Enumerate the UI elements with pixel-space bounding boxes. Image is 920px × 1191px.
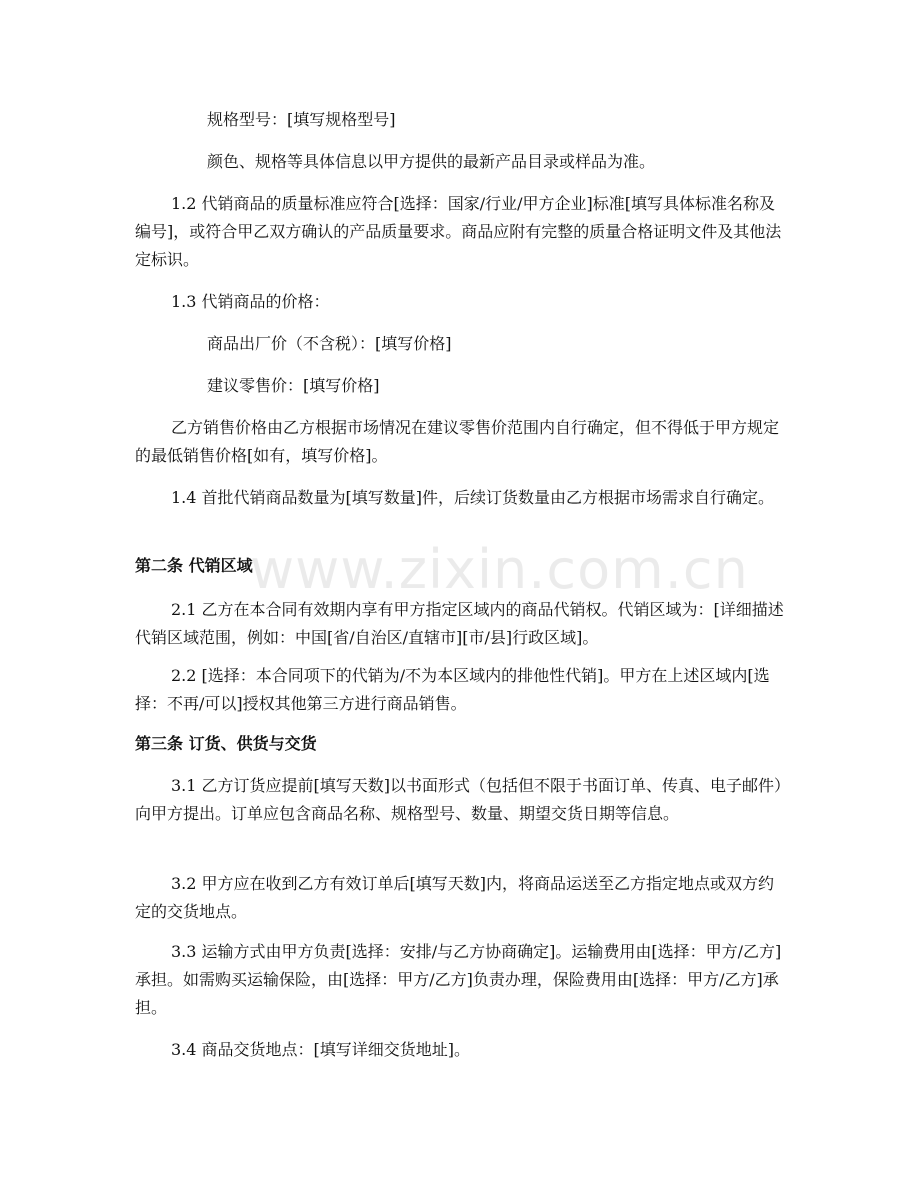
clause-2-1: 2.1 乙方在本合同有效期内享有甲方指定区域内的商品代销权。代销区域为：[详细描述代销区域范围，例如：中国[省/自治区/直辖市][市/县]行政区域]。 xyxy=(135,600,784,647)
watermark-text: www.zixin.com.cn xyxy=(250,538,749,601)
clause-3-4: 3.4 商品交货地点：[填写详细交货地址]。 xyxy=(171,1040,471,1059)
factory-price-line: 商品出厂价（不含税）：[填写价格] xyxy=(207,334,452,353)
spec-info-line: 颜色、规格等具体信息以甲方提供的最新产品目录或样品为准。 xyxy=(207,152,656,171)
clause-1-4: 1.4 首批代销商品数量为[填写数量]件，后续订货数量由乙方根据市场需求自行确定。 xyxy=(171,488,775,507)
clause-3-1: 3.1 乙方订货应提前[填写天数]以书面形式（包括但不限于书面订单、传真、电子邮件）向甲方提出。订单应包含商品名称、规格型号、数量、期望交货日期等信息。 xyxy=(135,776,783,823)
retail-price-line: 建议零售价：[填写价格] xyxy=(207,376,380,395)
section-3-heading: 第三条 订货、供货与交货 xyxy=(135,734,317,753)
spec-model-line: 规格型号：[填写规格型号] xyxy=(207,110,396,129)
clause-1-3: 1.3 代销商品的价格： xyxy=(171,292,330,311)
clause-1-2: 1.2 代销商品的质量标准应符合[选择：国家/行业/甲方企业]标准[填写具体标准名称及编号]，或符合甲乙双方确认的产品质量要求。商品应附有完整的质量合格证明文件及其他法定标识。 xyxy=(135,194,782,269)
clause-3-2: 3.2 甲方应在收到乙方有效订单后[填写天数]内，将商品运送至乙方指定地点或双方约定的交货地点。 xyxy=(135,874,775,921)
clause-2-2: 2.2 [选择：本合同项下的代销为/不为本区域内的排他性代销]。甲方在上述区域内[选择：不再/可以]授权其他第三方进行商品销售。 xyxy=(135,666,770,713)
section-2-heading: 第二条 代销区域 xyxy=(135,556,253,575)
clause-3-3: 3.3 运输方式由甲方负责[选择：安排/与乙方协商确定]。运输费用由[选择：甲方/乙方]承担。如需购买运输保险，由[选择：甲方/乙方]负责办理，保险费用由[选择：甲方/乙方]承担。 xyxy=(135,942,782,1017)
sales-price-paragraph: 乙方销售价格由乙方根据市场情况在建议零售价范围内自行确定，但不得低于甲方规定的最低销售价格[如有，填写价格]。 xyxy=(135,418,780,465)
